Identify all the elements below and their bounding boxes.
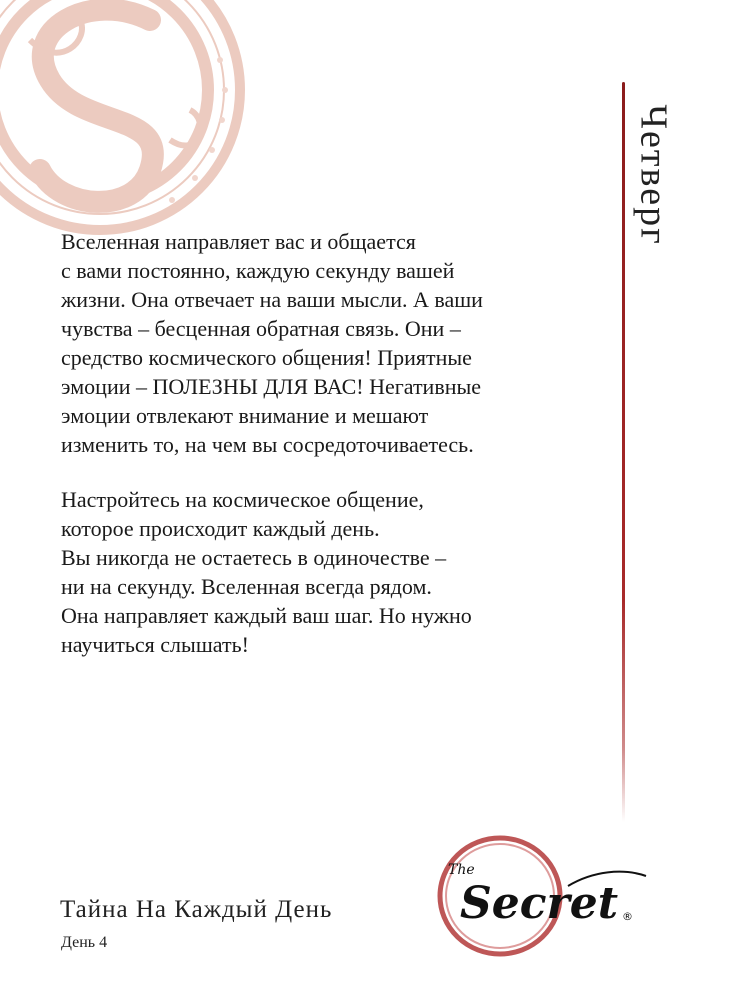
text-line: изменить то, на чем вы сосредоточиваетесь. — [61, 432, 474, 457]
paragraph-2 — [61, 485, 601, 659]
text-line: Она направляет каждый ваш шаг. Но нужно — [61, 603, 472, 628]
text-line: средство космического общения! Приятные — [61, 345, 472, 370]
text-line: Вы никогда не остаетесь в одиночестве – — [61, 545, 447, 570]
book-title: Тайна На Каждый День — [60, 896, 333, 923]
weekday-text: Четверг — [633, 104, 675, 246]
text-line: эмоции отвлекают внимание и мешают — [61, 403, 429, 428]
weekday-label — [614, 85, 694, 265]
text-line: жизни. Она отвечает на ваши мысли. А ваши — [61, 287, 483, 312]
paragraph-1 — [61, 227, 601, 459]
text-line: чувства – бесценная обратная связь. Они – — [61, 316, 461, 341]
text-line: Настройтесь на космическое общение, — [61, 487, 424, 512]
vertical-divider — [622, 82, 625, 822]
logo-secret-text: Secret — [460, 878, 619, 929]
text-line: эмоции – ПОЛЕЗНЫ ДЛЯ ВАС! Негативные — [61, 374, 482, 399]
logo-the-text: The — [448, 862, 475, 878]
decorative-s-seal — [0, 0, 250, 240]
text-line: ни на секунду. Вселенная всегда рядом. — [61, 574, 432, 599]
text-line: которое происходит каждый день. — [61, 516, 380, 541]
the-secret-logo — [418, 826, 658, 966]
text-line: с вами постоянно, каждую секунду вашей — [61, 258, 455, 283]
main-text — [61, 227, 601, 685]
day-number: День 4 — [61, 934, 108, 951]
text-line: научиться слышать! — [61, 632, 249, 657]
text-line: Вселенная направляет вас и общается — [61, 229, 416, 254]
logo-registered-mark: ® — [622, 910, 633, 923]
